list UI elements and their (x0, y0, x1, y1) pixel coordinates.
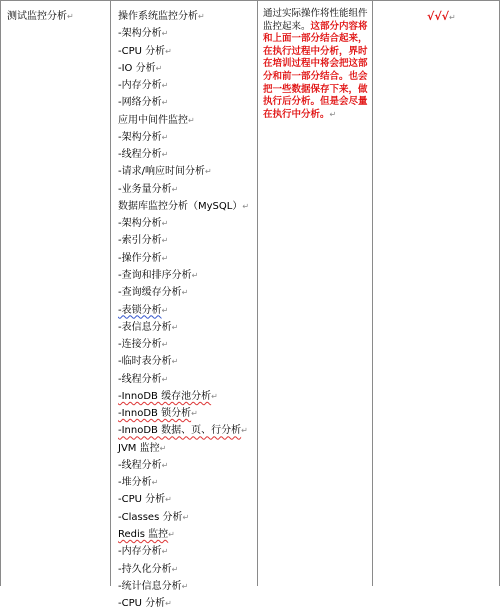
list-item-text: -IO 分析 (118, 62, 156, 74)
list-item (118, 60, 249, 77)
list-item-text: -堆分析 (118, 477, 152, 489)
list-item (118, 250, 249, 267)
paragraph-mark-icon: ↵ (155, 63, 163, 73)
list-item (118, 319, 249, 336)
list-item-text: -请求/响应时间分析 (118, 166, 205, 178)
description-normal: 通过实际操作将性能组件监控起来。 (263, 8, 368, 32)
list-item-text: -内存分析 (118, 80, 162, 92)
paragraph-mark-icon: ↵ (171, 564, 179, 574)
list-item (118, 457, 249, 474)
list-item (118, 509, 249, 526)
paragraph-mark-icon: ↵ (161, 132, 169, 142)
list-item-text: Redis 监控 (118, 528, 169, 540)
list-item (118, 595, 249, 612)
list-item (118, 578, 249, 595)
list-item (118, 284, 249, 301)
rating-cell (373, 1, 500, 586)
paragraph-mark-icon: ↵ (188, 115, 195, 125)
paragraph-mark-icon: ↵ (181, 581, 189, 591)
check-icon: √√√ (427, 10, 450, 23)
list-item-text: -CPU 分析 (118, 494, 166, 506)
list-item-text: 数据库监控分析（MySQL） (118, 200, 243, 212)
paragraph-mark-icon: ↵ (165, 495, 172, 505)
paragraph-mark-icon: ↵ (161, 374, 169, 384)
list-item (118, 353, 249, 370)
list-item (118, 388, 249, 405)
list-item-text: -Classes 分析 (118, 511, 183, 523)
topic-title-text: 测试监控分析 (7, 11, 67, 22)
list-item (118, 25, 249, 42)
list-item-text: -连接分析 (118, 339, 162, 351)
paragraph-mark-icon: ↵ (159, 443, 167, 453)
list-item-text: -表锁分析 (118, 304, 162, 316)
paragraph-mark-icon: ↵ (161, 305, 169, 315)
section-heading (118, 198, 249, 215)
list-item-text: -索引分析 (118, 235, 162, 247)
paragraph-mark-icon: ↵ (161, 219, 169, 229)
paragraph-mark-icon: ↵ (161, 340, 169, 350)
topic-title (7, 10, 74, 24)
description-cell (258, 1, 373, 586)
paragraph-mark-icon: ↵ (171, 357, 179, 367)
list-item-text: -InnoDB 缓存池分析 (118, 390, 212, 402)
list-item-text: -网络分析 (118, 97, 162, 109)
paragraph-mark-icon: ↵ (181, 288, 189, 298)
list-item-text: -查询缓存分析 (118, 287, 182, 299)
list-item (118, 336, 249, 353)
list-item (118, 232, 249, 249)
paragraph-mark-icon: ↵ (151, 478, 159, 488)
list-item-text: -InnoDB 锁分析 (118, 408, 192, 420)
list-item-text: -CPU 分析 (118, 598, 166, 610)
list-item-text: -持久化分析 (118, 563, 172, 575)
list-item (118, 405, 249, 422)
list-item-text: JVM 监控 (118, 442, 160, 454)
paragraph-mark-icon: ↵ (191, 409, 198, 419)
list-item (118, 43, 249, 60)
list-item-text: -临时表分析 (118, 356, 172, 368)
paragraph-mark-icon: ↵ (198, 12, 205, 21)
list-item-text: -内存分析 (118, 546, 162, 558)
list-item-text: -线程分析 (118, 459, 162, 471)
list-item (118, 371, 249, 388)
paragraph-mark-icon: ↵ (171, 322, 179, 332)
paragraph-mark-icon: ↵ (67, 12, 74, 21)
paragraph-mark-icon: ↵ (161, 236, 169, 246)
paragraph-mark-icon: ↵ (191, 270, 199, 280)
paragraph-mark-icon: ↵ (449, 13, 456, 22)
paragraph-mark-icon: ↵ (182, 512, 190, 522)
list-item (118, 302, 249, 319)
list-item-text: -架构分析 (118, 218, 162, 230)
paragraph-mark-icon: ↵ (161, 29, 169, 39)
list-item (118, 163, 249, 180)
list-item-text: -表信息分析 (118, 321, 172, 333)
list-item (118, 215, 249, 232)
paragraph-mark-icon: ↵ (161, 98, 169, 108)
paragraph-mark-icon: ↵ (161, 460, 169, 470)
list-item-text: -架构分析 (118, 131, 162, 143)
paragraph-mark-icon: ↵ (241, 426, 248, 436)
list-item (118, 77, 249, 94)
list-item (118, 491, 249, 508)
rating-checkmarks (427, 10, 456, 23)
paragraph-mark-icon: ↵ (171, 184, 179, 194)
list-item (118, 543, 249, 560)
list-item (118, 181, 249, 198)
content-cell (111, 1, 258, 610)
list-item (118, 561, 249, 578)
paragraph-mark-icon: ↵ (161, 253, 169, 263)
list-item-text: 操作系统监控分析 (118, 11, 198, 22)
list-item-text: -线程分析 (118, 149, 162, 161)
list-item-text: -CPU 分析 (118, 45, 166, 57)
list-item-text: -InnoDB 数据、页、行分析 (118, 425, 242, 437)
list-item-text: -线程分析 (118, 373, 162, 385)
paragraph-mark-icon: ↵ (168, 529, 175, 539)
topic-cell (0, 1, 111, 586)
list-item-text: -操作分析 (118, 252, 162, 264)
description-text (263, 8, 369, 121)
list-item (118, 129, 249, 146)
list-item (118, 94, 249, 111)
paragraph-mark-icon: ↵ (211, 391, 218, 401)
list-item-text: -业务量分析 (118, 183, 172, 195)
paragraph-mark-icon: ↵ (204, 167, 212, 177)
content-list (118, 8, 249, 612)
list-item-text: -架构分析 (118, 28, 162, 40)
list-item (118, 267, 249, 284)
section-heading (118, 526, 249, 543)
paragraph-mark-icon: ↵ (242, 201, 250, 211)
description-highlight: 这部分内容将和上面一部分结合起来，在执行过程中分析，界时在培训过程中将会把这部分和前一部分结合。也会把一些数据保存下来，做执行后分析。但是会尽量在执行中分析。 (263, 20, 368, 120)
paragraph-mark-icon: ↵ (161, 547, 169, 557)
list-item-text: 应用中间件监控 (118, 114, 188, 126)
list-item (118, 146, 249, 163)
list-item (118, 422, 249, 439)
list-item-text: -统计信息分析 (118, 580, 182, 592)
paragraph-mark-icon: ↵ (165, 46, 172, 56)
paragraph-mark-icon: ↵ (165, 599, 172, 609)
paragraph-mark-icon: ↵ (329, 109, 337, 119)
list-item-text: -查询和排序分析 (118, 269, 192, 281)
list-item (118, 474, 249, 491)
paragraph-mark-icon: ↵ (161, 81, 169, 91)
paragraph-mark-icon: ↵ (161, 150, 169, 160)
section-heading (118, 112, 249, 129)
section-heading (118, 8, 249, 25)
section-heading (118, 440, 249, 457)
